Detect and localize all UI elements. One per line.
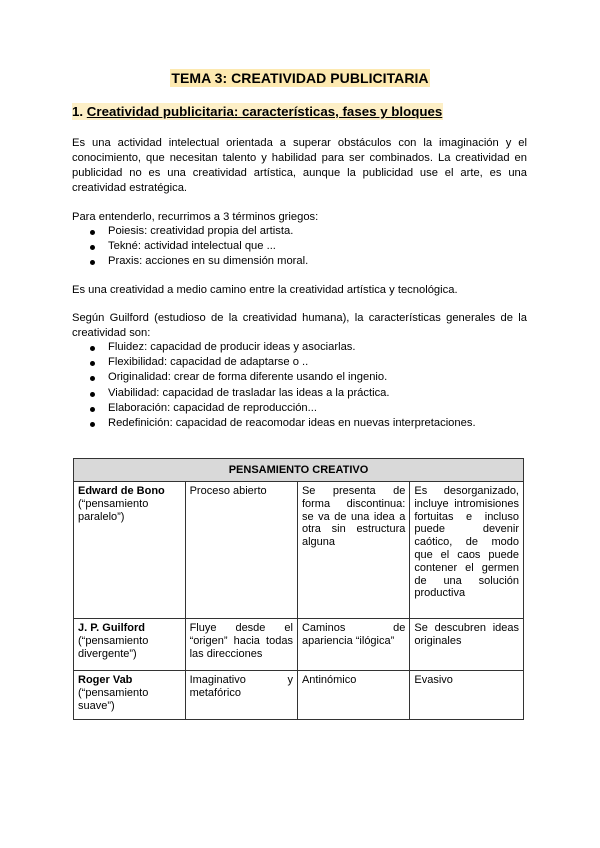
greek-terms-list xyxy=(72,224,308,270)
creative-thinking-table xyxy=(73,458,524,720)
author-name: Roger Vab xyxy=(78,674,133,686)
list-item: Poiesis: creatividad propia del artista. xyxy=(72,224,308,239)
author-name: J. P. Guilford xyxy=(78,622,146,634)
section-heading-text: Creatividad publicitaria: características, fases y bloques xyxy=(86,104,443,119)
intro-paragraph: Es una actividad intelectual orientada a superar obstáculos con la imaginación y el conocimiento, que necesitan talento y habilidad para ser combinados. La creatividad en publicidad no es una creatividad artística, aunque la publicidad use el arte, es una creatividad estratégica. xyxy=(72,137,527,194)
author-subtitle: (“pensamiento paralelo”) xyxy=(78,497,149,523)
table-cell: Es desorganizado, incluye intromisiones fortuitas e incluso puede devenir caótico, de modo que el caos puede contener el germen de una solución productiva xyxy=(410,482,524,619)
greek-terms-intro: Para entenderlo, recurrimos a 3 términos griegos: xyxy=(72,211,319,223)
table-header-row xyxy=(74,459,524,482)
author-subtitle: (“pensamiento suave”) xyxy=(78,686,149,712)
author-subtitle: (“pensamiento divergente”) xyxy=(78,634,149,660)
list-item: Flexibilidad: capacidad de adaptarse o .. xyxy=(72,355,476,370)
section-number: 1. xyxy=(72,104,84,119)
list-item: Viabilidad: capacidad de trasladar las ideas a la práctica. xyxy=(72,386,476,401)
author-cell xyxy=(74,671,186,720)
table-cell: Fluye desde el “origen” hacia todas las direcciones xyxy=(185,619,297,671)
middle-ground-paragraph: Es una creatividad a medio camino entre la creatividad artística y tecnológica. xyxy=(72,284,458,296)
table-cell: Caminos de apariencia “ilógica” xyxy=(297,619,409,671)
table-cell: Se descubren ideas originales xyxy=(410,619,524,671)
table-cell: Se presenta de forma discontinua: se va de una idea a otra sin estructura alguna xyxy=(297,482,409,619)
author-cell xyxy=(74,619,186,671)
list-item: Praxis: acciones en su dimensión moral. xyxy=(72,254,308,269)
table-row xyxy=(74,619,524,671)
list-item: Redefinición: capacidad de reacomodar ideas en nuevas interpretaciones. xyxy=(72,416,476,431)
section-heading xyxy=(72,103,443,120)
list-item: Originalidad: crear de forma diferente usando el ingenio. xyxy=(72,370,476,385)
list-item: Fluidez: capacidad de producir ideas y asociarlas. xyxy=(72,340,476,355)
table-cell: Imaginativo y metafórico xyxy=(185,671,297,720)
author-name: Edward de Bono xyxy=(78,485,165,497)
title-container xyxy=(0,69,600,88)
guilford-paragraph: Según Guilford (estudioso de la creatividad humana), la características generales de la creatividad son: xyxy=(72,312,527,339)
table-cell: Antinómico xyxy=(297,671,409,720)
list-item: Elaboración: capacidad de reproducción... xyxy=(72,401,476,416)
table-cell: Proceso abierto xyxy=(185,482,297,619)
list-item: Tekné: actividad intelectual que ... xyxy=(72,239,308,254)
table-header: PENSAMIENTO CREATIVO xyxy=(74,459,524,482)
guilford-characteristics-list xyxy=(72,340,476,431)
table-row xyxy=(74,671,524,720)
author-cell xyxy=(74,482,186,619)
table-row xyxy=(74,482,524,619)
table-cell: Evasivo xyxy=(410,671,524,720)
document-title: TEMA 3: CREATIVIDAD PUBLICITARIA xyxy=(171,70,429,86)
